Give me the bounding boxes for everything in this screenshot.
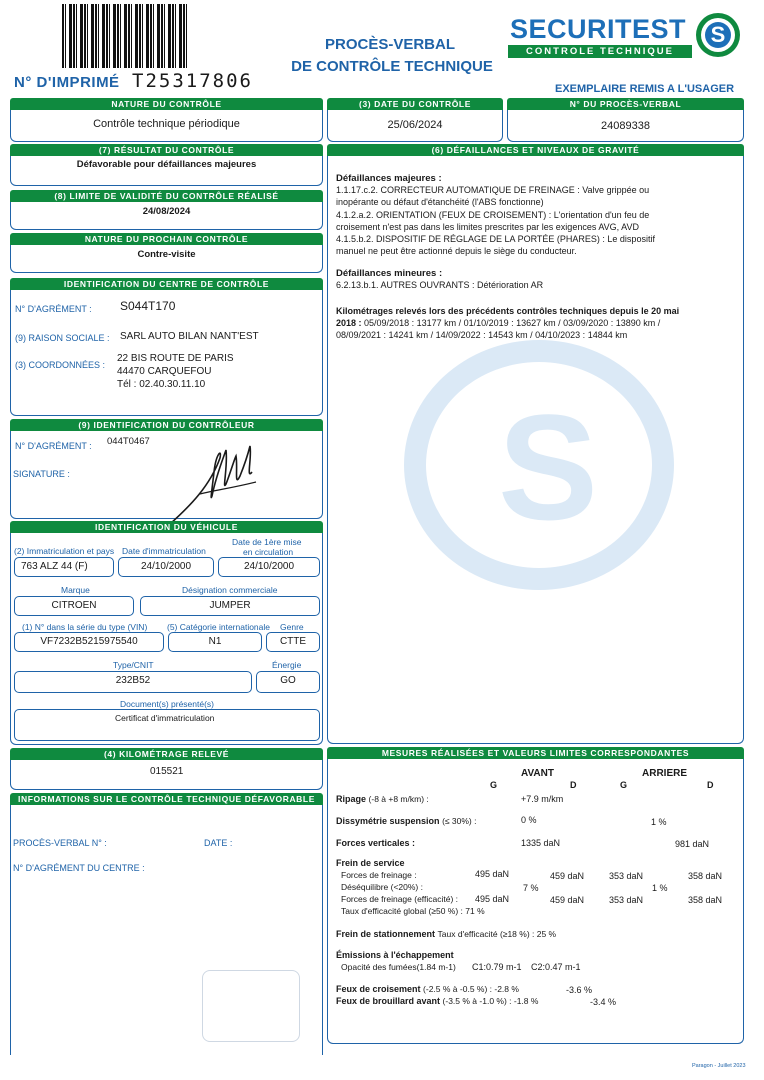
title-line2: DE CONTRÔLE TECHNIQUE xyxy=(291,58,493,75)
pv-number-header: N° DU PROCÈS-VERBAL xyxy=(507,98,744,110)
fv-avant: 1335 daN xyxy=(521,838,561,848)
fv-arriere: 981 daN xyxy=(675,839,710,849)
mineures-title: Défaillances mineures : xyxy=(336,268,443,279)
deseq-arriere: 1 % xyxy=(652,883,668,893)
nature-header: NATURE DU CONTRÔLE xyxy=(10,98,323,110)
ripage-value: +7.9 m/km xyxy=(521,794,564,804)
ffe-arriere-d: 358 daN xyxy=(688,895,723,905)
centre-address2: 44470 CARQUEFOU xyxy=(117,366,212,377)
brand-logo-icon: S xyxy=(696,13,740,57)
croisement-right: -3.6 % xyxy=(566,985,593,995)
imprime-label: N° D'IMPRIMÉ xyxy=(14,74,120,91)
centre-raison-label: (9) RAISON SOCIALE : xyxy=(15,333,110,343)
centre-phone: Tél : 02.40.30.11.10 xyxy=(117,379,206,390)
stamp-area xyxy=(202,970,300,1042)
opacite-c1: C1:0.79 m-1 xyxy=(472,962,522,972)
majeures-line: 4.1.5.b.2. DISPOSITIF DE RÉGLAGE DE LA PORTÉE (PHARES) : Le dispositif xyxy=(336,234,655,244)
croisement-label: Feux de croisement xyxy=(336,984,421,994)
title-line1: PROCÈS-VERBAL xyxy=(324,36,455,53)
deseq-avant: 7 % xyxy=(523,883,539,893)
ffe-arriere-g: 353 daN xyxy=(609,895,644,905)
ffe-avant-d: 459 daN xyxy=(550,895,585,905)
ff-arriere-g: 353 daN xyxy=(609,871,644,881)
forces-verticales-label: Forces verticales : xyxy=(336,838,416,848)
genre-field: CTTE xyxy=(266,632,320,652)
date-controle-header: (3) DATE DU CONTRÔLE xyxy=(327,98,503,110)
ripage-limit: (-8 à +8 m/km) : xyxy=(368,794,429,804)
brouillard-label: Feux de brouillard avant xyxy=(336,996,441,1006)
signature-label: SIGNATURE : xyxy=(13,469,70,479)
brand-tagline: CONTROLE TECHNIQUE xyxy=(508,45,692,58)
dissymetrie-label: Dissymétrie suspension xyxy=(336,816,440,826)
arriere-label: ARRIERE xyxy=(642,768,688,779)
immat-label: (2) Immatriculation et pays xyxy=(14,546,115,556)
watermark-logo-icon: S xyxy=(404,340,674,590)
resultat-value: Défavorable pour défaillances majeures xyxy=(76,159,257,170)
opacite-label: Opacité des fumées(1.84 m-1) xyxy=(341,962,456,972)
marque-label: Marque xyxy=(61,585,90,595)
mineures-line: 6.2.13.b.1. AUTRES OUVRANTS : Détérioration AR xyxy=(336,280,544,290)
opacite-c2: C2:0.47 m-1 xyxy=(531,962,581,972)
centre-agrement: S044T170 xyxy=(120,299,176,313)
defavorable-date-label: DATE : xyxy=(204,838,233,848)
vin-field: VF7232B5215975540 xyxy=(14,632,164,652)
km-title-line1: Kilométrages relevés lors des précédents contrôles techniques depuis le 20 mai xyxy=(336,306,680,316)
majeures-line: inopérante ou défaut d'étanchéité (l'ABS fonctionne) xyxy=(336,197,544,207)
premiere-label2: en circulation xyxy=(243,547,294,557)
energie-field: GO xyxy=(256,671,320,693)
arriere-d: D xyxy=(707,780,714,790)
date-controle-value: 25/06/2024 xyxy=(387,119,443,131)
centre-coord-label: (3) COORDONNÉES : xyxy=(15,360,106,370)
majeures-line: 4.1.2.a.2. ORIENTATION (FEUX DE CROISEMENT) : L'orientation d'un feu de xyxy=(336,210,650,220)
avant-g: G xyxy=(490,780,498,790)
centre-header: IDENTIFICATION DU CENTRE DE CONTRÔLE xyxy=(10,278,323,290)
documents-field: Certificat d'immatriculation xyxy=(14,709,320,741)
controleur-header: (9) IDENTIFICATION DU CONTRÔLEUR xyxy=(10,419,323,431)
date-immat-field: 24/10/2000 xyxy=(118,557,214,577)
majeures-line: manuel ne peut être actionné depuis le siège du conducteur. xyxy=(336,246,577,256)
premiere-label1: Date de 1ère mise xyxy=(232,537,302,547)
type-label: Type/CNIT xyxy=(113,660,154,670)
imprime-number: T25317806 xyxy=(132,70,253,92)
stationnement-rest: Taux d'efficacité (≥18 %) : 25 % xyxy=(437,929,557,939)
right-border-line xyxy=(322,805,323,1055)
majeures-line: croisement n'est pas dans les limites prescrites par les exigences AVG, AVD xyxy=(336,222,640,232)
defaillances-header: (6) DÉFAILLANCES ET NIVEAUX DE GRAVITÉ xyxy=(327,144,744,156)
km-line2: 05/09/2018 : 13177 km / 01/10/2019 : 13627 km / 03/09/2020 : 13890 km / xyxy=(361,318,661,328)
vehicule-header: IDENTIFICATION DU VÉHICULE xyxy=(10,521,323,533)
type-field: 232B52 xyxy=(14,671,252,693)
dissymetrie-arriere: 1 % xyxy=(651,817,667,827)
dissymetrie-avant: 0 % xyxy=(521,815,537,825)
ff-avant-g: 495 daN xyxy=(475,869,510,879)
prochain-value: Contre-visite xyxy=(137,249,196,260)
vin-label: (1) N° dans la série du type (VIN) xyxy=(22,622,148,632)
resultat-header: (7) RÉSULTAT DU CONTRÔLE xyxy=(10,144,323,156)
km-line3: 08/09/2021 : 14241 km / 14/09/2022 : 14543 km / 04/10/2023 : 14844 km xyxy=(336,330,628,340)
emissions-title: Émissions à l'échappement xyxy=(336,950,454,960)
nature-value: Contrôle technique périodique xyxy=(93,118,240,130)
avant-d: D xyxy=(570,780,577,790)
defavorable-agrement-label: N° D'AGRÉMENT DU CENTRE : xyxy=(13,863,145,873)
limite-header: (8) LIMITE DE VALIDITÉ DU CONTRÔLE RÉALISÉ xyxy=(10,190,323,202)
ffe-avant-g: 495 daN xyxy=(475,894,510,904)
dissymetrie-limit: (≤ 30%) : xyxy=(442,816,477,826)
controleur-agrement: 044T0467 xyxy=(107,436,150,447)
centre-address1: 22 BIS ROUTE DE PARIS xyxy=(117,353,234,364)
ff-arriere-d: 358 daN xyxy=(688,871,723,881)
majeures-title: Défaillances majeures : xyxy=(336,173,442,184)
energie-label: Énergie xyxy=(272,660,302,670)
taux-global: Taux d'efficacité global (≥50 %) : 71 % xyxy=(341,906,485,916)
premiere-field: 24/10/2000 xyxy=(218,557,320,577)
arriere-g: G xyxy=(620,780,628,790)
exemplaire-label: EXEMPLAIRE REMIS A L'USAGER xyxy=(555,83,735,95)
left-border-line xyxy=(10,805,11,1055)
limite-value: 24/08/2024 xyxy=(142,206,191,217)
designation-label: Désignation commerciale xyxy=(182,585,278,595)
prochain-header: NATURE DU PROCHAIN CONTRÔLE xyxy=(10,233,323,245)
defavorable-pv-label: PROCÈS-VERBAL N° : xyxy=(13,838,107,848)
centre-agrement-label: N° D'AGRÉMENT : xyxy=(15,304,92,314)
avant-label: AVANT xyxy=(521,768,554,779)
ripage-label: Ripage xyxy=(336,794,367,804)
mesures-header: MESURES RÉALISÉES ET VALEURS LIMITES CORRESPONDANTES xyxy=(327,747,744,759)
croisement-limit: (-2.5 % à -0.5 %) : -2.8 % xyxy=(423,984,519,994)
kilometrage-header: (4) KILOMÉTRAGE RELEVÉ xyxy=(10,748,323,760)
ff-label: Forces de freinage : xyxy=(341,870,417,880)
signature-icon xyxy=(160,436,270,528)
genre-label: Genre xyxy=(280,622,304,632)
categorie-field: N1 xyxy=(168,632,262,652)
brouillard-limit: (-3.5 % à -1.0 %) : -1.8 % xyxy=(442,996,539,1006)
date-immat-label: Date d'immatriculation xyxy=(122,546,206,556)
km-title-line2-bold: 2018 : xyxy=(336,318,362,328)
defavorable-header: INFORMATIONS SUR LE CONTRÔLE TECHNIQUE DÉFAVORABLE xyxy=(10,793,323,805)
majeures-line: 1.1.17.c.2. CORRECTEUR AUTOMATIQUE DE FREINAGE : Valve grippée ou xyxy=(336,185,650,195)
pv-number-value: 24089338 xyxy=(601,120,650,132)
ff-avant-d: 459 daN xyxy=(550,871,585,881)
immat-field: 763 ALZ 44 (F) xyxy=(14,557,114,577)
stationnement-label: Frein de stationnement xyxy=(336,929,436,939)
centre-raison: SARL AUTO BILAN NANT'EST xyxy=(120,331,259,342)
categorie-label: (5) Catégorie internationale xyxy=(167,622,271,632)
kilometrage-value: 015521 xyxy=(150,766,184,777)
printer-footer: Paragon - Juillet 2023 xyxy=(692,1063,746,1069)
controleur-agrement-label: N° D'AGRÉMENT : xyxy=(15,441,92,451)
brouillard-right: -3.4 % xyxy=(590,997,617,1007)
barcode xyxy=(62,4,188,68)
designation-field: JUMPER xyxy=(140,596,320,616)
brand-name: SECURITEST xyxy=(510,14,687,44)
documents-label: Document(s) présenté(s) xyxy=(120,699,215,709)
ffe-label: Forces de freinage (efficacité) : xyxy=(341,894,459,904)
deseq-label: Déséquilibre (<20%) : xyxy=(341,882,423,892)
frein-service-title: Frein de service xyxy=(336,858,405,868)
marque-field: CITROEN xyxy=(14,596,134,616)
